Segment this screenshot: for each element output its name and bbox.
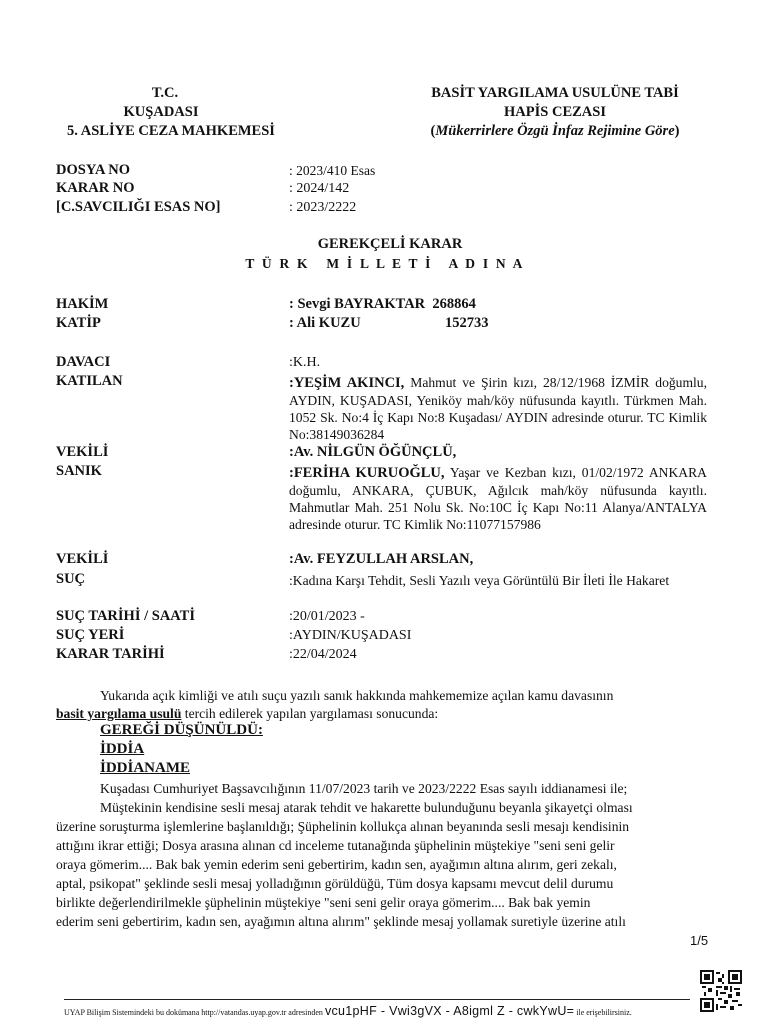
intro-line2: [56, 704, 708, 723]
intro-rest: tercih edilerek yapılan yargılaması sonucunda:: [181, 706, 439, 721]
footer-text: UYAP Bilişim Sistemindeki bu dokümana http://vatandas.uyap.gov.tr adresinden: [64, 1008, 323, 1017]
header-right-italic: Mükerrirlere Özgü İnfaz Rejimine Göre: [435, 123, 675, 139]
body-line-8: ederim seni gebertirim, kadın sen, ayağımın altına alırım" şeklinde mesaj yollamak suretiyle üzerine atılı: [56, 914, 626, 929]
intro-bold: basit yargılama usulü: [56, 706, 182, 721]
katilan-details: [289, 374, 707, 443]
suc-tarihi-label: SUÇ TARİHİ / SAATİ: [56, 608, 195, 624]
suc-label: SUÇ: [56, 571, 86, 587]
sanik-name: :FERİHA KURUOĞLU,: [289, 465, 445, 481]
document-subtitle: T Ü R K M İ L L E T İ A D I N A: [245, 256, 525, 271]
body-line-5: oraya gömerim.... Bak bak yemin ederim seni gebertirim, kadın sen, ayağımın altına alırım, geri zekalı,: [56, 857, 617, 872]
hakim-label: HAKİM: [56, 296, 109, 312]
header-left-line1: T.C.: [151, 85, 179, 101]
heading-iddianame: İDDİANAME: [100, 760, 190, 776]
hakim-value: : Sevgi BAYRAKTAR 268864: [289, 296, 476, 312]
qr-code-icon: [700, 970, 742, 1012]
dosya-label: DOSYA NO: [56, 162, 131, 178]
suc-value: :Kadına Karşı Tehdit, Sesli Yazılı veya Görüntülü Bir İleti İle Hakaret: [289, 573, 670, 588]
karar-value: : 2024/142: [289, 181, 350, 196]
header-right-line2: HAPİS CEZASI: [504, 104, 606, 120]
header-left: [56, 84, 286, 141]
intro-line1: [56, 686, 708, 705]
page-number: 1/5: [690, 933, 709, 948]
header-right-line1: BASİT YARGILAMA USULÜNE TABİ: [431, 85, 679, 101]
header-left-line2: KUŞADASI: [123, 104, 199, 120]
karar-tarihi-label: KARAR TARİHİ: [56, 646, 165, 662]
vekili2-value: :Av. FEYZULLAH ARSLAN,: [289, 551, 474, 567]
katip-number: 152733: [445, 315, 489, 331]
sanik-details: [289, 464, 707, 533]
intro-text: Yukarıda açık kimliği ve atılı suçu yazılı sanık hakkında mahkememize açılan kamu davasının: [100, 688, 614, 703]
savcilik-label: [C.SAVCILIĞI ESAS NO]: [56, 199, 221, 215]
dosya-value: : 2023/410 Esas: [289, 163, 376, 178]
body-line-3: üzerine soruşturma işlemlerine başlanıldığı; Şüphelinin kollukça alınan beyanında sesli mesajı kendisinin: [56, 819, 630, 834]
heading-geregi: GEREĞİ DÜŞÜNÜLDÜ:: [100, 722, 263, 738]
body-line-2: Müştekinin kendisine sesli mesaj atarak tehdit ve hakarette bulunduğunu beyanla şikayetçi olması: [100, 800, 633, 815]
footer: [64, 999, 690, 1018]
heading-iddia: İDDİA: [100, 741, 145, 757]
body-line-1: Kuşadası Cumhuriyet Başsavcılığının 11/07/2023 tarih ve 2023/2222 Esas sayılı iddianamesi ile;: [100, 781, 628, 796]
header-left-line3: 5. ASLİYE CEZA MAHKEMESİ: [67, 123, 275, 139]
davaci-label: DAVACI: [56, 354, 111, 370]
suc-tarihi-value: :20/01/2023 -: [289, 609, 365, 624]
sanik-info: Yaşar ve Kezban kızı, 01/02/1972 ANKARA doğumlu, ANKARA, ÇUBUK, Ağılcık mah/köy nüfusunda kayıtlı. Mahmutlar Mah. 251 Nolu Sk. No:10C İç Kapı No:11 Alanya/ANTALYA adresinde oturur. TC Kimlik No:11077157986: [289, 465, 707, 532]
sanik-label: SANIK: [56, 463, 102, 479]
footer-tail: ile erişebilirsiniz.: [574, 1008, 632, 1017]
karar-tarihi-value: :22/04/2024: [289, 647, 357, 662]
katilan-info: Mahmut ve Şirin kızı, 28/12/1968 İZMİR doğumlu, AYDIN, KUŞADASI, Yeniköy mah/köy nüfusunda kayıtlı. Türkmen Mah. 1052 Sk. No:4 İç Kapı No:8 Kuşadası/ AYDIN adresinde oturur. TC Kimlik No:38149036284: [289, 375, 707, 442]
document-title: GEREKÇELİ KARAR: [317, 236, 463, 252]
davaci-value: :K.H.: [289, 355, 321, 370]
header-right-line3: (Mükerrirlere Özgü İnfaz Rejimine Göre): [430, 123, 680, 139]
katilan-name: :YEŞİM AKINCI,: [289, 375, 405, 391]
footer-code: vcu1pHF - Vwi3gVX - A8igml Z - cwkYwU=: [324, 1004, 575, 1018]
body-line-6: aptal, psikopat" şeklinde sesli mesaj yolladığının görüldüğü, Tüm dosya kapsamı mevcut delil durumu: [56, 876, 614, 891]
body-line-7: birlikte değerlendirilmekle şüphelinin müştekiye "seni seni gelir oraya gömerim.... Bak bak yemin: [56, 895, 591, 910]
vekili1-label: VEKİLİ: [56, 444, 109, 460]
katilan-label: KATILAN: [56, 373, 123, 389]
suc-yeri-value: :AYDIN/KUŞADASI: [289, 628, 412, 643]
vekili1-value: :Av. NİLGÜN ÖĞÜNÇLÜ,: [289, 444, 457, 460]
katip-label: KATİP: [56, 315, 101, 331]
body-line-4: attığını ikrar ettiği; Dosya arasına alınan cd inceleme tutanağında şüphelinin müştekiye "seni seni gelir: [56, 838, 615, 853]
savcilik-value: : 2023/2222: [289, 200, 357, 215]
vekili2-label: VEKİLİ: [56, 551, 109, 567]
katip-value: : Ali KUZU: [289, 315, 361, 331]
karar-label: KARAR NO: [56, 180, 135, 196]
header-right: [410, 84, 700, 141]
suc-yeri-label: SUÇ YERİ: [56, 627, 125, 643]
